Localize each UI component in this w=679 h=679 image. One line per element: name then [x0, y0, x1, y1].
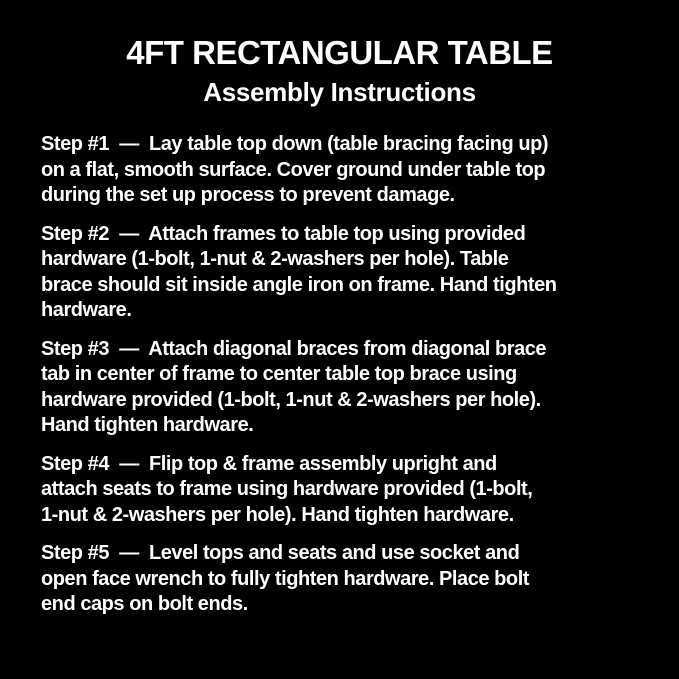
step-line: during the set up process to prevent damage. [41, 184, 455, 206]
step-line: Step #2 — Attach frames to table top using provided [41, 222, 526, 245]
page-subtitle: Assembly Instructions [203, 77, 476, 107]
step-line: end caps on bolt ends. [41, 593, 248, 615]
step-line: hardware provided (1-bolt, 1-nut & 2-washers per hole). [41, 388, 541, 411]
step-4 [41, 452, 641, 529]
step-2 [41, 222, 641, 324]
step-line: brace should sit inside angle iron on frame. Hand tighten [41, 273, 557, 296]
step-line: attach seats to frame using hardware provided (1-bolt, [41, 478, 533, 500]
step-1 [41, 132, 641, 209]
page-title: 4FT RECTANGULAR TABLE [126, 34, 553, 71]
steps-list [0, 132, 679, 618]
step-line: Step #4 — Flip top & frame assembly upright and [41, 452, 497, 475]
step-line: tab in center of frame to center table top brace using [41, 363, 517, 385]
step-line: Step #5 — Level tops and seats and use socket and [41, 542, 520, 564]
step-line: on a flat, smooth surface. Cover ground under table top [41, 158, 546, 181]
step-line: open face wrench to fully tighten hardware. Place bolt [41, 567, 530, 590]
step-5 [41, 541, 641, 618]
step-line: 1-nut & 2-washers per hole). Hand tighten hardware. [41, 503, 514, 526]
step-line: Step #1 — Lay table top down (table bracing facing up) [41, 133, 549, 155]
step-line: Step #3 — Attach diagonal braces from diagonal brace [41, 337, 547, 360]
step-line: Hand tighten hardware. [41, 414, 254, 436]
step-3 [41, 337, 641, 439]
step-line: hardware. [41, 299, 132, 321]
step-line: hardware (1-bolt, 1-nut & 2-washers per hole). Table [41, 248, 509, 270]
